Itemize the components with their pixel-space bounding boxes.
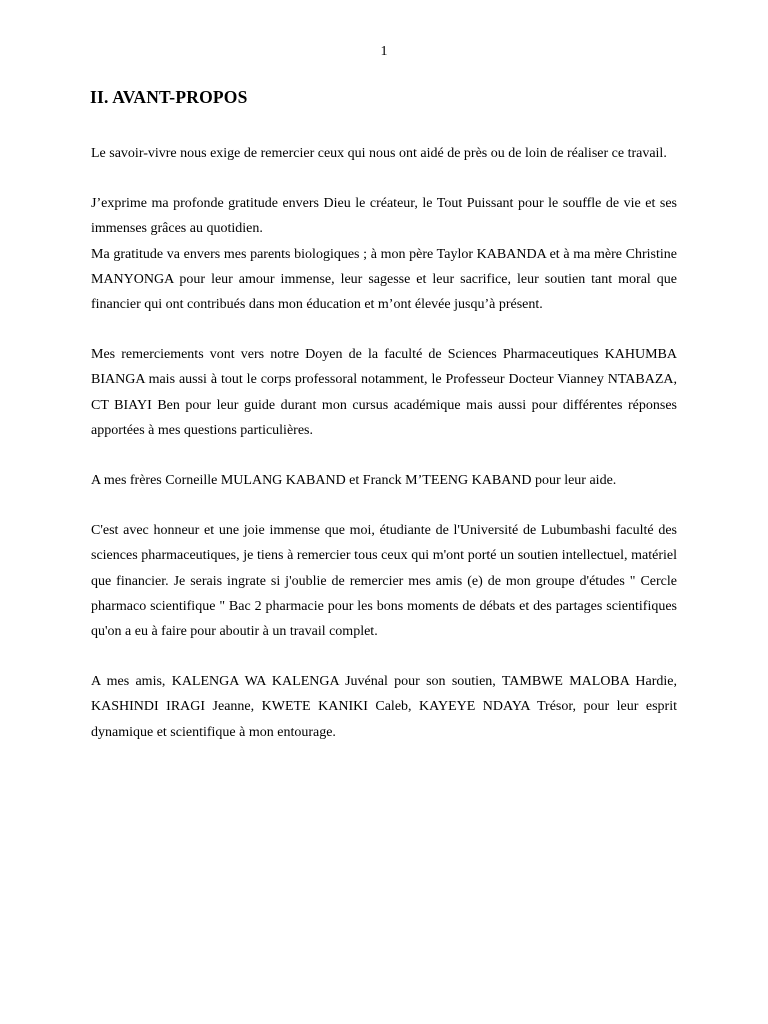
paragraph-thanks-friends: A mes amis, KALENGA WA KALENGA Juvénal pour son soutien, TAMBWE MALOBA Hardie, KASHINDI IRAGI Jeanne, KWETE KANIKI Caleb, KAYEYE NDAYA Trésor, pour leur esprit dynamique et scientifique à mon entourage. — [91, 674, 677, 740]
paragraph-intro: Le savoir-vivre nous exige de remercier ceux qui nous ont aidé de près ou de loin de réaliser ce travail. — [91, 146, 667, 161]
paragraph-thanks-brothers: A mes frères Corneille MULANG KABAND et Franck M’TEENG KABAND pour leur aide. — [91, 473, 617, 489]
page-body — [91, 141, 677, 770]
paragraph-thanks-god: J’exprime ma profonde gratitude envers Dieu le créateur, le Tout Puissant pour le souffle de vie et ses immenses grâces au quotidien. — [91, 196, 677, 237]
section-heading: II. AVANT-PROPOS — [90, 87, 248, 107]
page-number: 1 — [380, 44, 388, 59]
paragraph-thanks-faculty: Mes remerciements vont vers notre Doyen de la faculté de Sciences Pharmaceutiques KAHUMBA BIANGA mais aussi à tout le corps professoral notamment, le Professeur Docteur Vianney NTABAZA, CT BIAYI Ben pour leur guide durant mon cursus académique mais aussi pour différentes réponses apportées à mes questions particulières. — [91, 347, 677, 438]
paragraph-thanks-study-group: C'est avec honneur et une joie immense que moi, étudiante de l'Université de Lubumbashi faculté des sciences pharmaceutiques, je tiens à remercier tous ceux qui m'ont porté un soutien intellectuel, matériel que financier. Je serais ingrate si j'oublie de remercier mes amis (e) de mon groupe d'études " Cercle pharmaco scientifique " Bac 2 pharmacie pour les bons moments de débats et des partages scientifiques qu'on a eu à faire pour aboutir à un travail complet. — [91, 523, 677, 640]
paragraph-thanks-parents: Ma gratitude va envers mes parents biologiques ; à mon père Taylor KABANDA et à ma mère Christine MANYONGA pour leur amour immense, leur sagesse et leur sacrifice, leur soutien tant moral que financier qui ont contribués dans mon éducation et m’ont élevée jusqu’à présent. — [91, 246, 677, 313]
